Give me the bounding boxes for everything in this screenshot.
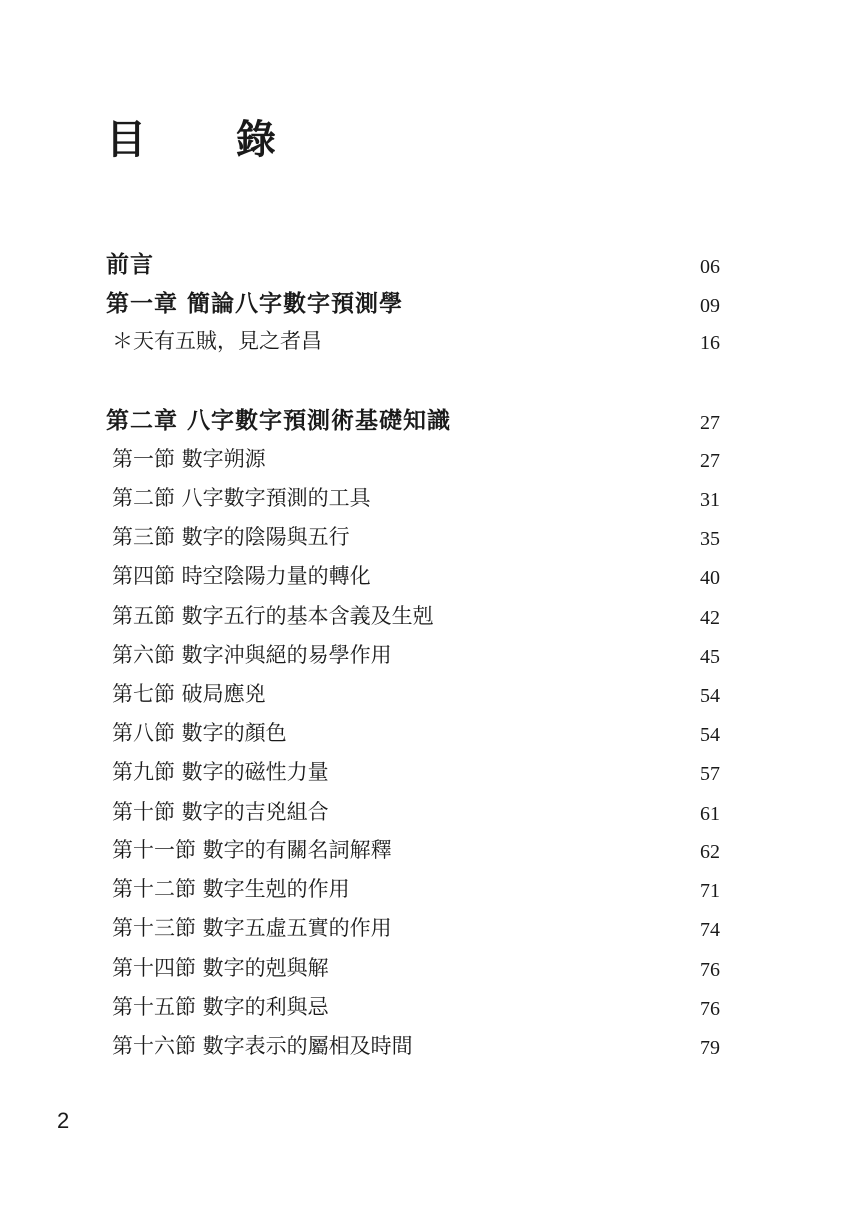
toc-entry — [0, 871, 851, 907]
toc-entry-page: 31 — [700, 489, 720, 511]
toc-entry-title: 第十二節 數字生剋的作用 — [112, 877, 350, 901]
toc-entry — [0, 676, 851, 712]
toc-entry-page: 16 — [700, 332, 720, 354]
toc-entry — [0, 950, 851, 986]
toc-entry-page: 06 — [700, 256, 720, 278]
toc-entry-page: 71 — [700, 880, 720, 902]
toc-entry-title: 第二節 八字數字預測的工具 — [112, 486, 371, 510]
toc-entry — [0, 910, 851, 946]
toc-entry-page: 09 — [700, 295, 720, 317]
toc-entry-page: 62 — [700, 841, 720, 863]
toc-entry-page: 45 — [700, 646, 720, 668]
toc-entry — [0, 286, 851, 322]
toc-entry — [0, 794, 851, 830]
toc-entry-page: 57 — [700, 763, 720, 785]
toc-entry — [0, 715, 851, 751]
toc-entry — [0, 247, 851, 283]
toc-entry-page: 74 — [700, 919, 720, 941]
toc-entry-title: 第十三節 數字五虛五實的作用 — [112, 916, 392, 940]
toc-entry-title: 第九節 數字的磁性力量 — [112, 760, 329, 784]
toc-entry-title: 第四節 時空陰陽力量的轉化 — [112, 564, 371, 588]
toc-entry — [0, 441, 851, 477]
toc-entry — [0, 480, 851, 516]
toc-entry — [0, 323, 851, 359]
toc-entry-page: 61 — [700, 803, 720, 825]
toc-entry-title: 第三節 數字的陰陽與五行 — [112, 525, 350, 549]
toc-entry-page: 76 — [700, 959, 720, 981]
toc-entry-title: 前言 — [106, 251, 154, 278]
toc-entry — [0, 519, 851, 555]
toc-entry-page: 76 — [700, 998, 720, 1020]
toc-entry — [0, 558, 851, 594]
toc-entry — [0, 403, 851, 439]
toc-entry-title: ＊天有五賊，見之者昌 — [112, 329, 322, 353]
toc-entry — [0, 832, 851, 868]
toc-entry-page: 54 — [700, 685, 720, 707]
toc-entry-page: 27 — [700, 450, 720, 472]
toc-entry-title: 第八節 數字的顏色 — [112, 721, 287, 745]
toc-entry — [0, 598, 851, 634]
toc-entry-title: 第十四節 數字的剋與解 — [112, 956, 329, 980]
toc-entry-title: 第二章 八字數字預測術基礎知識 — [106, 407, 452, 434]
toc-entry-page: 42 — [700, 607, 720, 629]
toc-entry — [0, 637, 851, 673]
toc-entry-title: 第一節 數字朔源 — [112, 447, 266, 471]
toc-entry — [0, 754, 851, 790]
toc-entry-page: 79 — [700, 1037, 720, 1059]
toc-entry-page: 40 — [700, 567, 720, 589]
toc-entry-title: 第一章 簡論八字數字預測學 — [106, 290, 404, 317]
toc-entry-title: 第十六節 數字表示的屬相及時間 — [112, 1034, 413, 1058]
page-number: 2 — [57, 1108, 70, 1133]
toc-entry-page: 54 — [700, 724, 720, 746]
toc-entry-title: 第十一節 數字的有關名詞解釋 — [112, 838, 392, 862]
toc-entry-title: 第十節 數字的吉兇組合 — [112, 800, 329, 824]
toc-entry-page: 35 — [700, 528, 720, 550]
toc-entry-title: 第六節 數字沖與絕的易學作用 — [112, 643, 392, 667]
toc-entry-page: 27 — [700, 412, 720, 434]
toc-entry — [0, 989, 851, 1025]
toc-entry-title: 第十五節 數字的利與忌 — [112, 995, 329, 1019]
toc-entry-title: 第七節 破局應兇 — [112, 682, 266, 706]
toc-entry — [0, 1028, 851, 1064]
page-title: 目 錄 — [106, 116, 314, 163]
toc-entry-title: 第五節 數字五行的基本含義及生剋 — [112, 604, 434, 628]
